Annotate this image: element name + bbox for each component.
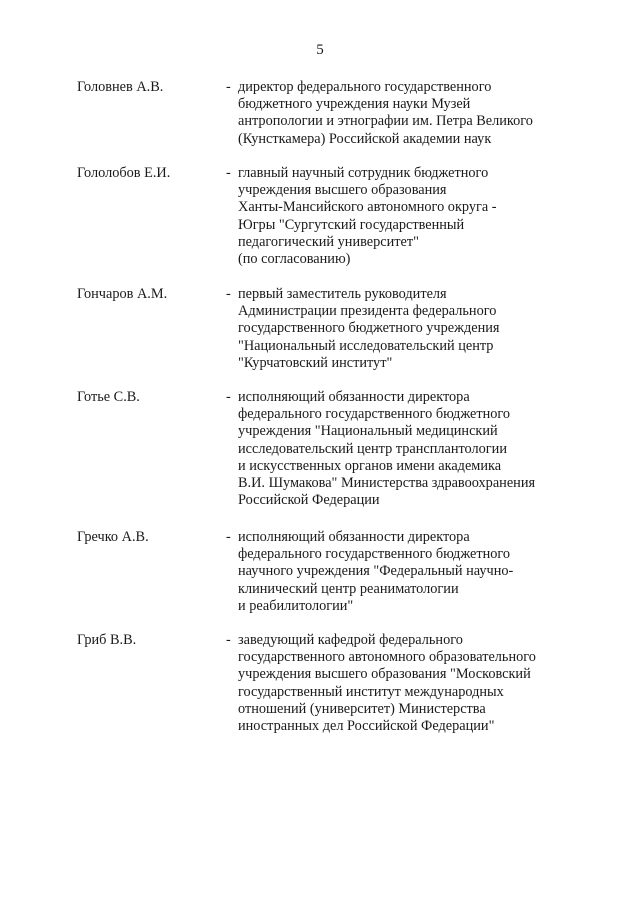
person-name: Гончаров А.М. bbox=[77, 286, 168, 302]
description-line: (по согласованию) bbox=[238, 251, 351, 268]
position-description bbox=[238, 286, 500, 372]
description-line: главный научный сотрудник бюджетного bbox=[238, 165, 489, 181]
person-name: Готье С.В. bbox=[77, 389, 140, 405]
description-line: отношений (университет) Министерства bbox=[238, 700, 486, 717]
description-line: государственного автономного образовательного bbox=[238, 649, 536, 666]
dash-separator: - bbox=[226, 389, 231, 405]
description-line: федерального государственного бюджетного bbox=[238, 546, 511, 563]
description-line: учреждения "Национальный медицинский bbox=[238, 423, 498, 440]
dash-separator: - bbox=[226, 165, 231, 181]
description-line: Российской Федерации bbox=[238, 492, 380, 509]
position-description bbox=[238, 529, 513, 615]
description-line: заведующий кафедрой федерального bbox=[238, 632, 463, 648]
dash-separator: - bbox=[226, 529, 231, 545]
description-line: педагогический университет" bbox=[238, 233, 419, 250]
description-line: исследовательский центр трансплантологии bbox=[238, 440, 507, 457]
description-line: антропологии и этнографии им. Петра Великого bbox=[238, 113, 533, 130]
description-line: В.И. Шумакова" Министерства здравоохранения bbox=[238, 475, 536, 492]
description-line: и реабилитологии" bbox=[238, 597, 354, 614]
description-line: (Кунсткамера) Российской академии наук bbox=[238, 130, 492, 147]
position-description bbox=[238, 632, 536, 735]
description-line: клинический центр реаниматологии bbox=[238, 580, 459, 597]
description-line: Югры "Сургутский государственный bbox=[238, 216, 465, 233]
description-line: учреждения высшего образования "Московский bbox=[238, 666, 531, 683]
person-name: Гриб В.В. bbox=[77, 632, 137, 648]
page-number: 5 bbox=[316, 42, 324, 58]
person-name: Гречко А.В. bbox=[77, 529, 149, 545]
description-line: государственного бюджетного учреждения bbox=[238, 320, 500, 337]
position-description bbox=[238, 389, 535, 509]
person-name: Головнев А.В. bbox=[77, 79, 164, 95]
description-line: исполняющий обязанности директора bbox=[238, 529, 470, 545]
description-line: и искусственных органов имени академика bbox=[238, 457, 502, 474]
dash-separator: - bbox=[226, 79, 231, 95]
description-line: "Курчатовский институт" bbox=[238, 354, 393, 371]
description-line: бюджетного учреждения науки Музей bbox=[238, 96, 471, 113]
description-line: Администрации президента федерального bbox=[238, 303, 497, 320]
description-line: "Национальный исследовательский центр bbox=[238, 337, 494, 354]
description-line: Ханты-Мансийского автономного округа - bbox=[238, 199, 497, 216]
description-line: первый заместитель руководителя bbox=[238, 286, 447, 302]
dash-separator: - bbox=[226, 286, 231, 302]
dash-separator: - bbox=[226, 632, 231, 648]
person-name: Гололобов Е.И. bbox=[77, 165, 171, 181]
position-description bbox=[238, 165, 497, 268]
description-line: государственный институт международных bbox=[238, 683, 504, 700]
position-description bbox=[238, 79, 533, 148]
description-line: директор федерального государственного bbox=[238, 79, 492, 95]
description-line: научного учреждения "Федеральный научно- bbox=[238, 563, 514, 580]
description-line: иностранных дел Российской Федерации" bbox=[238, 718, 495, 735]
description-line: учреждения высшего образования bbox=[238, 182, 447, 199]
description-line: исполняющий обязанности директора bbox=[238, 389, 470, 405]
description-line: федерального государственного бюджетного bbox=[238, 406, 511, 423]
